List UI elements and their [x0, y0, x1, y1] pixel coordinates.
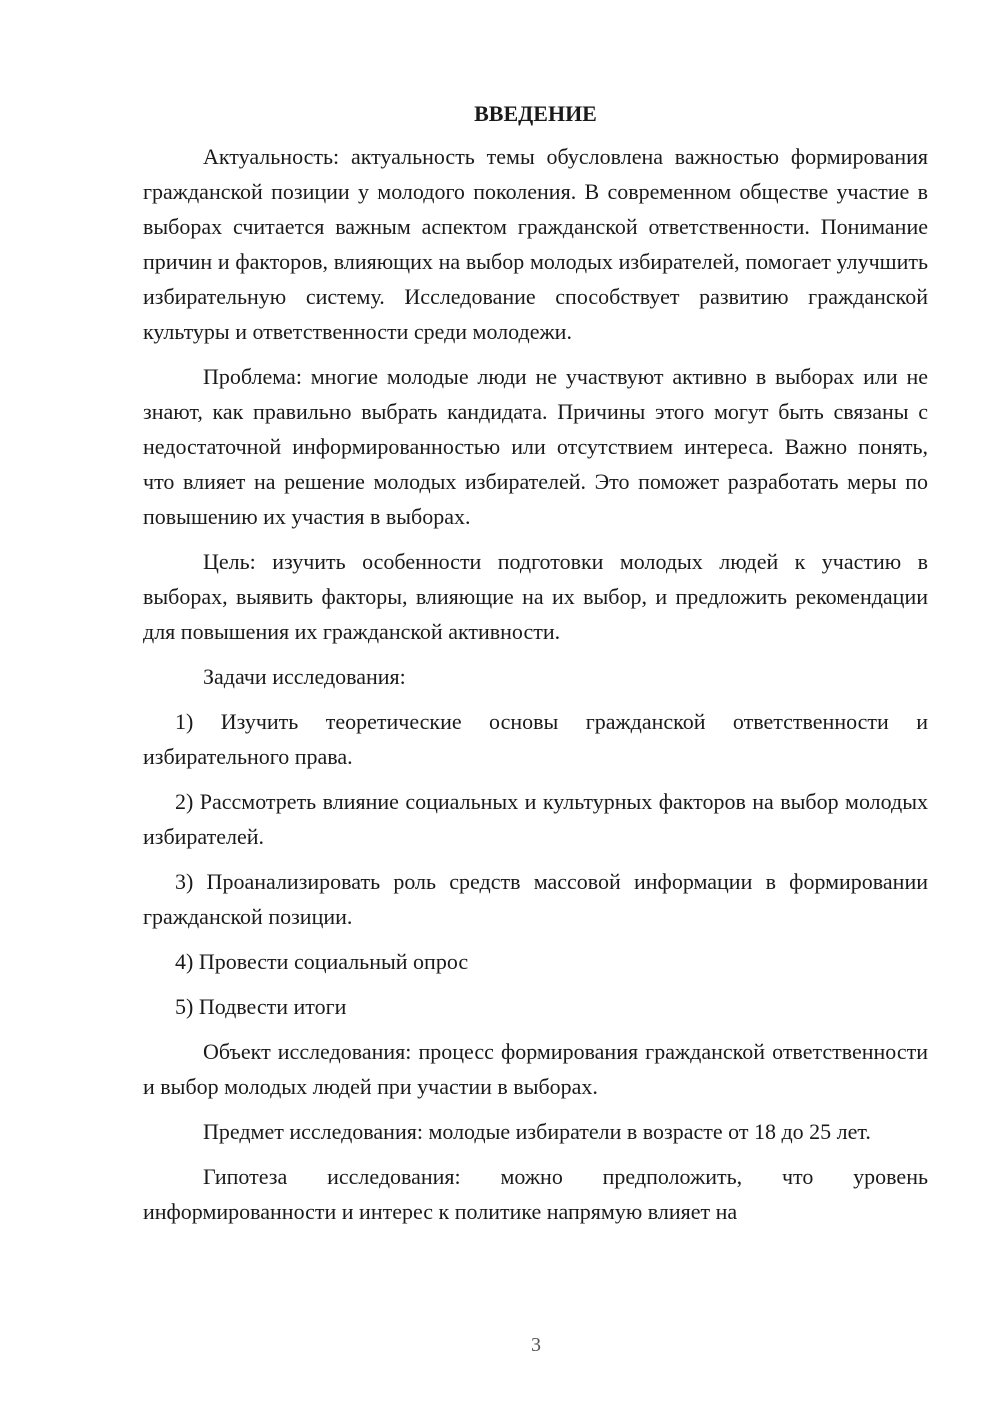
tasks-label: Задачи исследования: [203, 664, 406, 689]
page-number: 3 [531, 1334, 541, 1356]
task-item-1: 1) Изучить теоретические основы гражданской ответственности и избирательного права. [143, 709, 928, 769]
problem-paragraph: Проблема: многие молодые люди не участвуют активно в выборах или не знают, как правильно выбрать кандидата. Причины этого могут быть связаны с недостаточной информированностью или отсутствием интереса. Важно понять, что влияет на решение молодых избирателей. Это поможет разработать меры по повышению их участия в выборах. [143, 364, 928, 529]
page-content [143, 96, 928, 1239]
object-paragraph: Объект исследования: процесс формирования гражданской ответственности и выбор молодых людей при участии в выборах. [143, 1039, 928, 1099]
task-item-5: 5) Подвести итоги [175, 994, 347, 1019]
section-heading: ВВЕДЕНИЕ [474, 101, 597, 126]
task-item-3: 3) Проанализировать роль средств массовой информации в формировании гражданской позиции. [143, 869, 928, 929]
task-item-2: 2) Рассмотреть влияние социальных и культурных факторов на выбор молодых избирателей. [143, 789, 928, 849]
subject-paragraph: Предмет исследования: молодые избиратели в возрасте от 18 до 25 лет. [203, 1119, 871, 1144]
relevance-paragraph: Актуальность: актуальность темы обусловлена важностью формирования гражданской позиции у молодого поколения. В современном обществе участие в выборах считается важным аспектом гражданской ответственности. Понимание причин и факторов, влияющих на выбор молодых избирателей, помогает улучшить избирательную систему. Исследование способствует развитию гражданской культуры и ответственности среди молодежи. [143, 144, 928, 344]
hypothesis-paragraph: Гипотеза исследования: можно предположить, что уровень информированности и интерес к политике напрямую влияет на [143, 1164, 928, 1224]
goal-paragraph: Цель: изучить особенности подготовки молодых людей к участию в выборах, выявить факторы, влияющие на их выбор, и предложить рекомендации для повышения их гражданской активности. [143, 549, 928, 644]
task-item-4: 4) Провести социальный опрос [175, 949, 469, 974]
